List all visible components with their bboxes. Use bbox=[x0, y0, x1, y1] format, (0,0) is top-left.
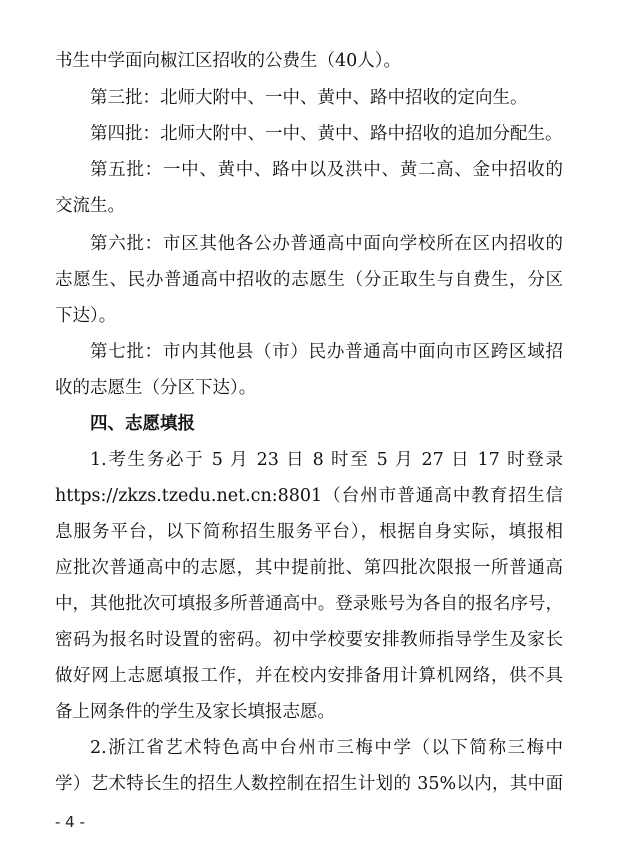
text-line: 第三批：北师大附中、一中、黄中、路中招收的定向生。 bbox=[90, 88, 528, 108]
text-line: 交流生。 bbox=[55, 196, 125, 216]
text-line: 下达）。 bbox=[55, 306, 117, 326]
text-line: 第六批：市区其他各公办普通高中面向学校所在区内招收的 bbox=[90, 234, 563, 254]
text-line: 2.浙江省艺术特色高中台州市三梅中学（以下简称三梅中 bbox=[90, 738, 563, 758]
text-line: 息服务平台，以下简称招生服务平台），根据自身实际，填报相 bbox=[55, 522, 563, 542]
text-line: 第四批：北师大附中、一中、黄中、路中招收的追加分配生。 bbox=[90, 124, 563, 144]
text-line: 收的志愿生（分区下达）。 bbox=[55, 378, 257, 398]
text-line: 志愿生、民办普通高中招收的志愿生（分正取生与自费生，分区 bbox=[55, 270, 563, 290]
page-number: - 4 - bbox=[55, 813, 85, 831]
text-line: 1.考生务必于 5 月 23 日 8 时至 5 月 27 日 17 时登录 bbox=[90, 450, 563, 470]
text-line: 应批次普通高中的志愿，其中提前批、第四批次限报一所普通高 bbox=[55, 558, 563, 578]
text-line: 第五批：一中、黄中、路中以及洪中、黄二高、金中招收的 bbox=[90, 160, 563, 180]
text-line: 做好网上志愿填报工作，并在校内安排备用计算机网络，供不具 bbox=[55, 666, 563, 686]
text-line: https://zkzs.tzedu.net.cn:8801（台州市普通高中教育招生信 bbox=[55, 486, 563, 506]
text-line: 中，其他批次可填报多所普通高中。登录账号为各自的报名序号， bbox=[55, 594, 563, 614]
section-heading: 四、志愿填报 bbox=[90, 414, 195, 434]
text-line: 密码为报名时设置的密码。初中学校要安排教师指导学生及家长 bbox=[55, 630, 563, 650]
text-line: 备上网条件的学生及家长填报志愿。 bbox=[55, 702, 335, 722]
text-line: 学）艺术特长生的招生人数控制在招生计划的 35%以内，其中面 bbox=[55, 774, 563, 794]
text-line: 第七批：市内其他县（市）民办普通高中面向市区跨区域招 bbox=[90, 342, 563, 362]
text-line: 书生中学面向椒江区招收的公费生（40人）。 bbox=[55, 51, 402, 71]
